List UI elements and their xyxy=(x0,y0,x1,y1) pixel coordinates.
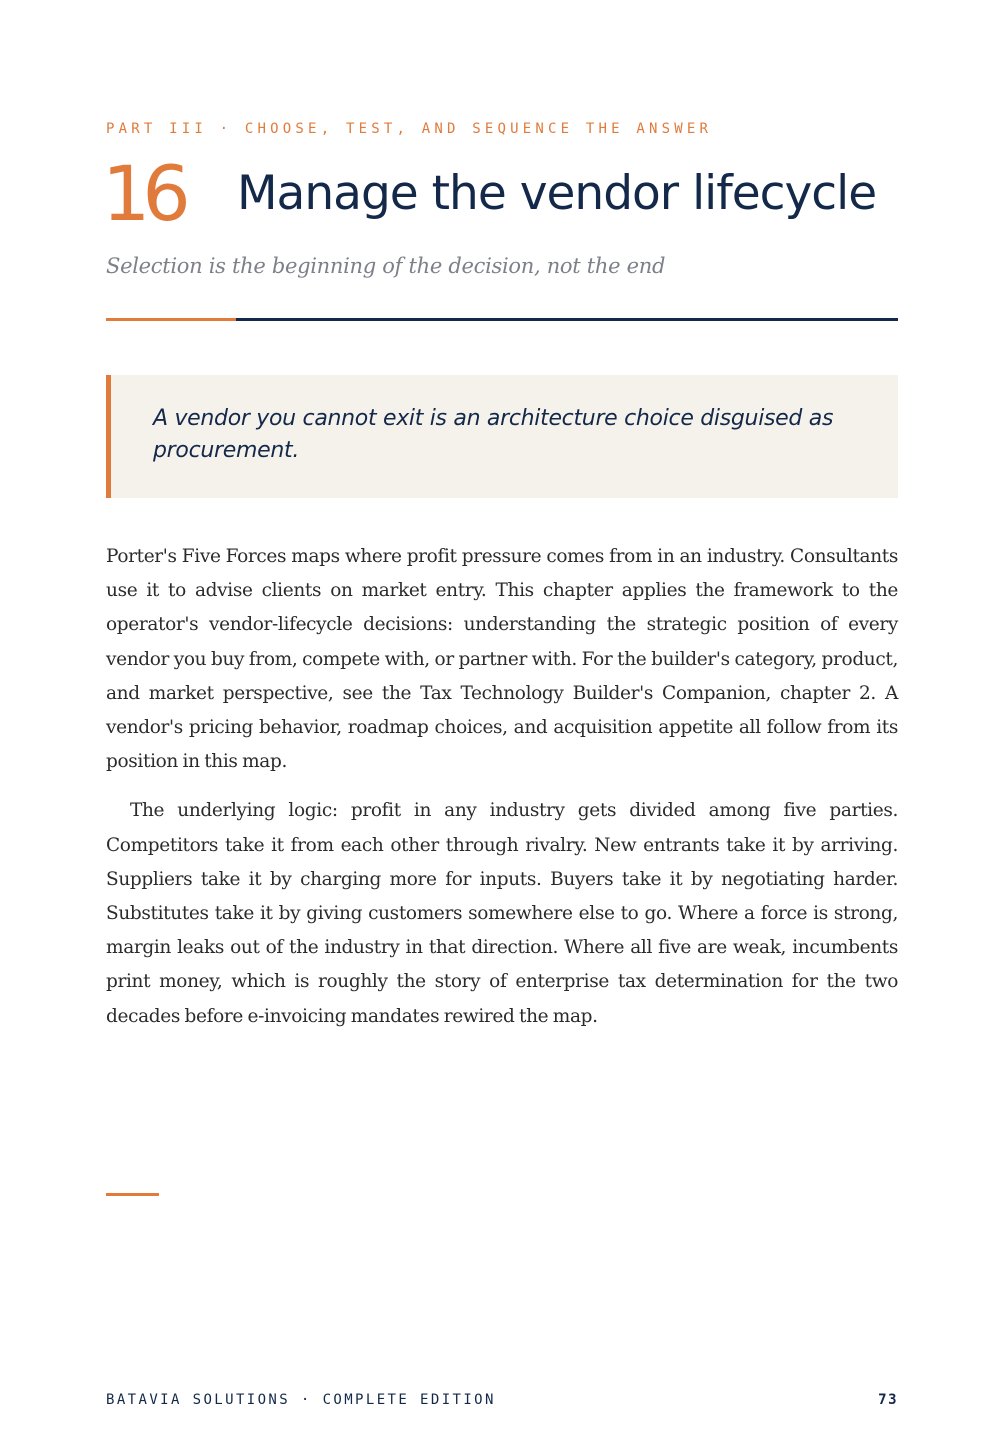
document-page xyxy=(102,0,898,1442)
footer-publication: BATAVIA SOLUTIONS · COMPLETE EDITION xyxy=(106,1392,496,1408)
chapter-number: 16 xyxy=(102,149,183,238)
part-label: PART III · CHOOSE, TEST, AND SEQUENCE THE ANSWER xyxy=(106,121,713,137)
pull-quote xyxy=(106,375,898,498)
page-number: 73 xyxy=(878,1392,898,1408)
body-text xyxy=(106,540,898,1034)
chapter-subtitle: Selection is the beginning of the decision, not the end xyxy=(106,254,666,278)
chapter-title: Manage the vendor lifecycle xyxy=(237,166,877,221)
header-rule-accent xyxy=(106,318,236,321)
pull-quote-text: A vendor you cannot exit is an architecture choice disguised as procurement. xyxy=(153,406,834,463)
paragraph: Porter's Five Forces maps where profit pressure comes from in an industry. Consultants use it to advise clients on market entry. This chapter applies the framework to the operator's vendor-lifecycle decisions: understanding the strategic position of every vendor you buy from, compete with, or partner with. For the builder's category, product, and market perspective, see the Tax Technology Builder's Companion, chapter 2. A vendor's pricing behavior, roadmap choices, and acquisition appetite all follow from its position in this map. xyxy=(106,546,898,773)
section-end-mark xyxy=(106,1193,159,1196)
paragraph: The underlying logic: profit in any industry gets divided among five parties. Competitors take it from each other through rivalry. New entrants take it by arriving. Suppliers take it by charging more for inputs. Buyers take it by negotiating harder. Substitutes take it by giving customers somewhere else to go. Where a force is strong, margin leaks out of the industry in that direction. Where all five are weak, incumbents print money, which is roughly the story of enterprise tax determination for the two decades before e-invoicing mandates rewired the map. xyxy=(106,800,898,1027)
